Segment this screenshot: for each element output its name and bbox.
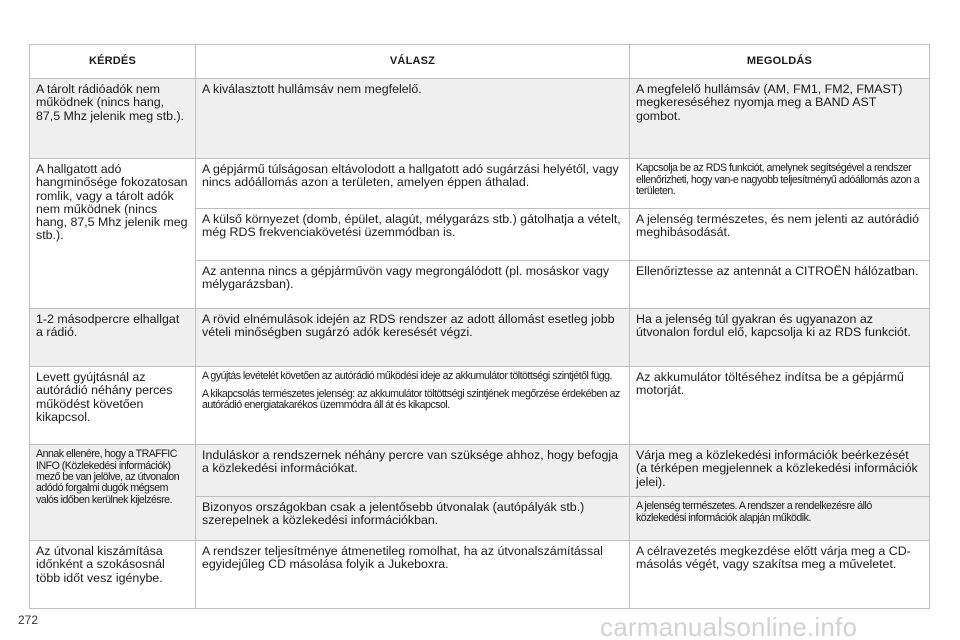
header-solution: MEGOLDÁS	[630, 45, 930, 79]
answer-cell: A rendszer teljesítménye átmenetileg romolhat, ha az útvonalszámítással egyidejűleg CD másolása folyik a Jukeboxra.	[196, 541, 630, 609]
answer-cell: A külső környezet (domb, épület, alagút, mélygarázs stb.) gátolhatja a vételt, még RDS frekvenciakövetési üzemmódban is.	[196, 209, 630, 261]
table-header-row	[30, 45, 930, 79]
page-number: 272	[18, 613, 39, 627]
answer-cell: A rövid elnémulások idején az RDS rendszer az adott állomást esetleg jobb vételi minőségben sugárzó adók keresését végzi.	[196, 309, 630, 367]
answer-cell	[196, 367, 630, 445]
question-cell: Annak ellenére, hogy a TRAFFIC INFO (Közlekedési információk) mező be van jelölve, az útvonalon adódó forgalmi dugók mégsem valós időben kerülnek kijelzésre.	[30, 445, 196, 541]
solution-cell: Ha a jelenség túl gyakran és ugyanazon az útvonalon fordul elő, kapcsolja ki az RDS funkciót.	[630, 309, 930, 367]
answer-cell: Bizonyos országokban csak a jelentősebb útvonalak (autópályák stb.) szerepelnek a közlekedési információkban.	[196, 497, 630, 541]
solution-cell: A megfelelő hullámsáv (AM, FM1, FM2, FMAST) megkereséséhez nyomja meg a BAND AST gombot.	[630, 79, 930, 159]
faq-table	[29, 44, 930, 609]
solution-cell: A célravezetés megkezdése előtt várja meg a CD-másolás végét, vagy szakítsa meg a műveletet.	[630, 541, 930, 609]
answer-cell: Induláskor a rendszernek néhány percre van szüksége ahhoz, hogy befogja a közlekedési információkat.	[196, 445, 630, 497]
question-cell: 1-2 másodpercre elhallgat a rádió.	[30, 309, 196, 367]
solution-cell: A jelenség természetes. A rendszer a rendelkezésre álló közlekedési információk alapján működik.	[630, 497, 930, 541]
table-row	[30, 445, 930, 497]
solution-cell: Kapcsolja be az RDS funkciót, amelynek segítségével a rendszer ellenőrizheti, hogy van-e nagyobb teljesítményű adóállomás azon a területen.	[630, 159, 930, 209]
table-row	[30, 541, 930, 609]
answer-cell: A kiválasztott hullámsáv nem megfelelő.	[196, 79, 630, 159]
answer-cell: A gépjármű túlságosan eltávolodott a hallgatott adó sugárzási helyétől, vagy nincs adóállomás azon a területen, amelyen éppen áthalad.	[196, 159, 630, 209]
header-answer: VÁLASZ	[196, 45, 630, 79]
watermark: carmanualsonline.info	[600, 612, 858, 640]
answer-cell: Az antenna nincs a gépjárművön vagy megrongálódott (pl. mosáskor vagy mélygarázsban).	[196, 261, 630, 309]
solution-cell: A jelenség természetes, és nem jelenti az autórádió meghibásodását.	[630, 209, 930, 261]
question-cell: A hallgatott adó hangminősége fokozatosan romlik, vagy a tárolt adók nem működnek (nincs hang, 87,5 Mhz jelenik meg stb.).	[30, 159, 196, 309]
question-cell: A tárolt rádióadók nem működnek (nincs hang, 87,5 Mhz jelenik meg stb.).	[30, 79, 196, 159]
answer-paragraph: A kikapcsolás természetes jelenség: az akkumulátor töltöttségi szintjének megőrzése érdekében az autórádió energiatakarékos üzemmódra áll át és kikapcsol.	[202, 387, 620, 412]
solution-cell: Az akkumulátor töltéséhez indítsa be a gépjármű motorját.	[630, 367, 930, 445]
question-cell: Az útvonal kiszámítása időnként a szokásosnál több időt vesz igénybe.	[30, 541, 196, 609]
table-row	[30, 367, 930, 445]
solution-cell: Ellenőriztesse az antennát a CITROËN hálózatban.	[630, 261, 930, 309]
solution-cell: Várja meg a közlekedési információk beérkezését (a térképen megjelennek a közlekedési információk jelei).	[630, 445, 930, 497]
question-cell: Levett gyújtásnál az autórádió néhány perces működést követően kikapcsol.	[30, 367, 196, 445]
table-row	[30, 309, 930, 367]
table-row	[30, 159, 930, 209]
answer-paragraph: A gyújtás levételét követően az autórádió működési ideje az akkumulátor töltöttségi szintjétől függ.	[202, 370, 612, 383]
table-row	[30, 79, 930, 159]
header-question: KÉRDÉS	[30, 45, 196, 79]
